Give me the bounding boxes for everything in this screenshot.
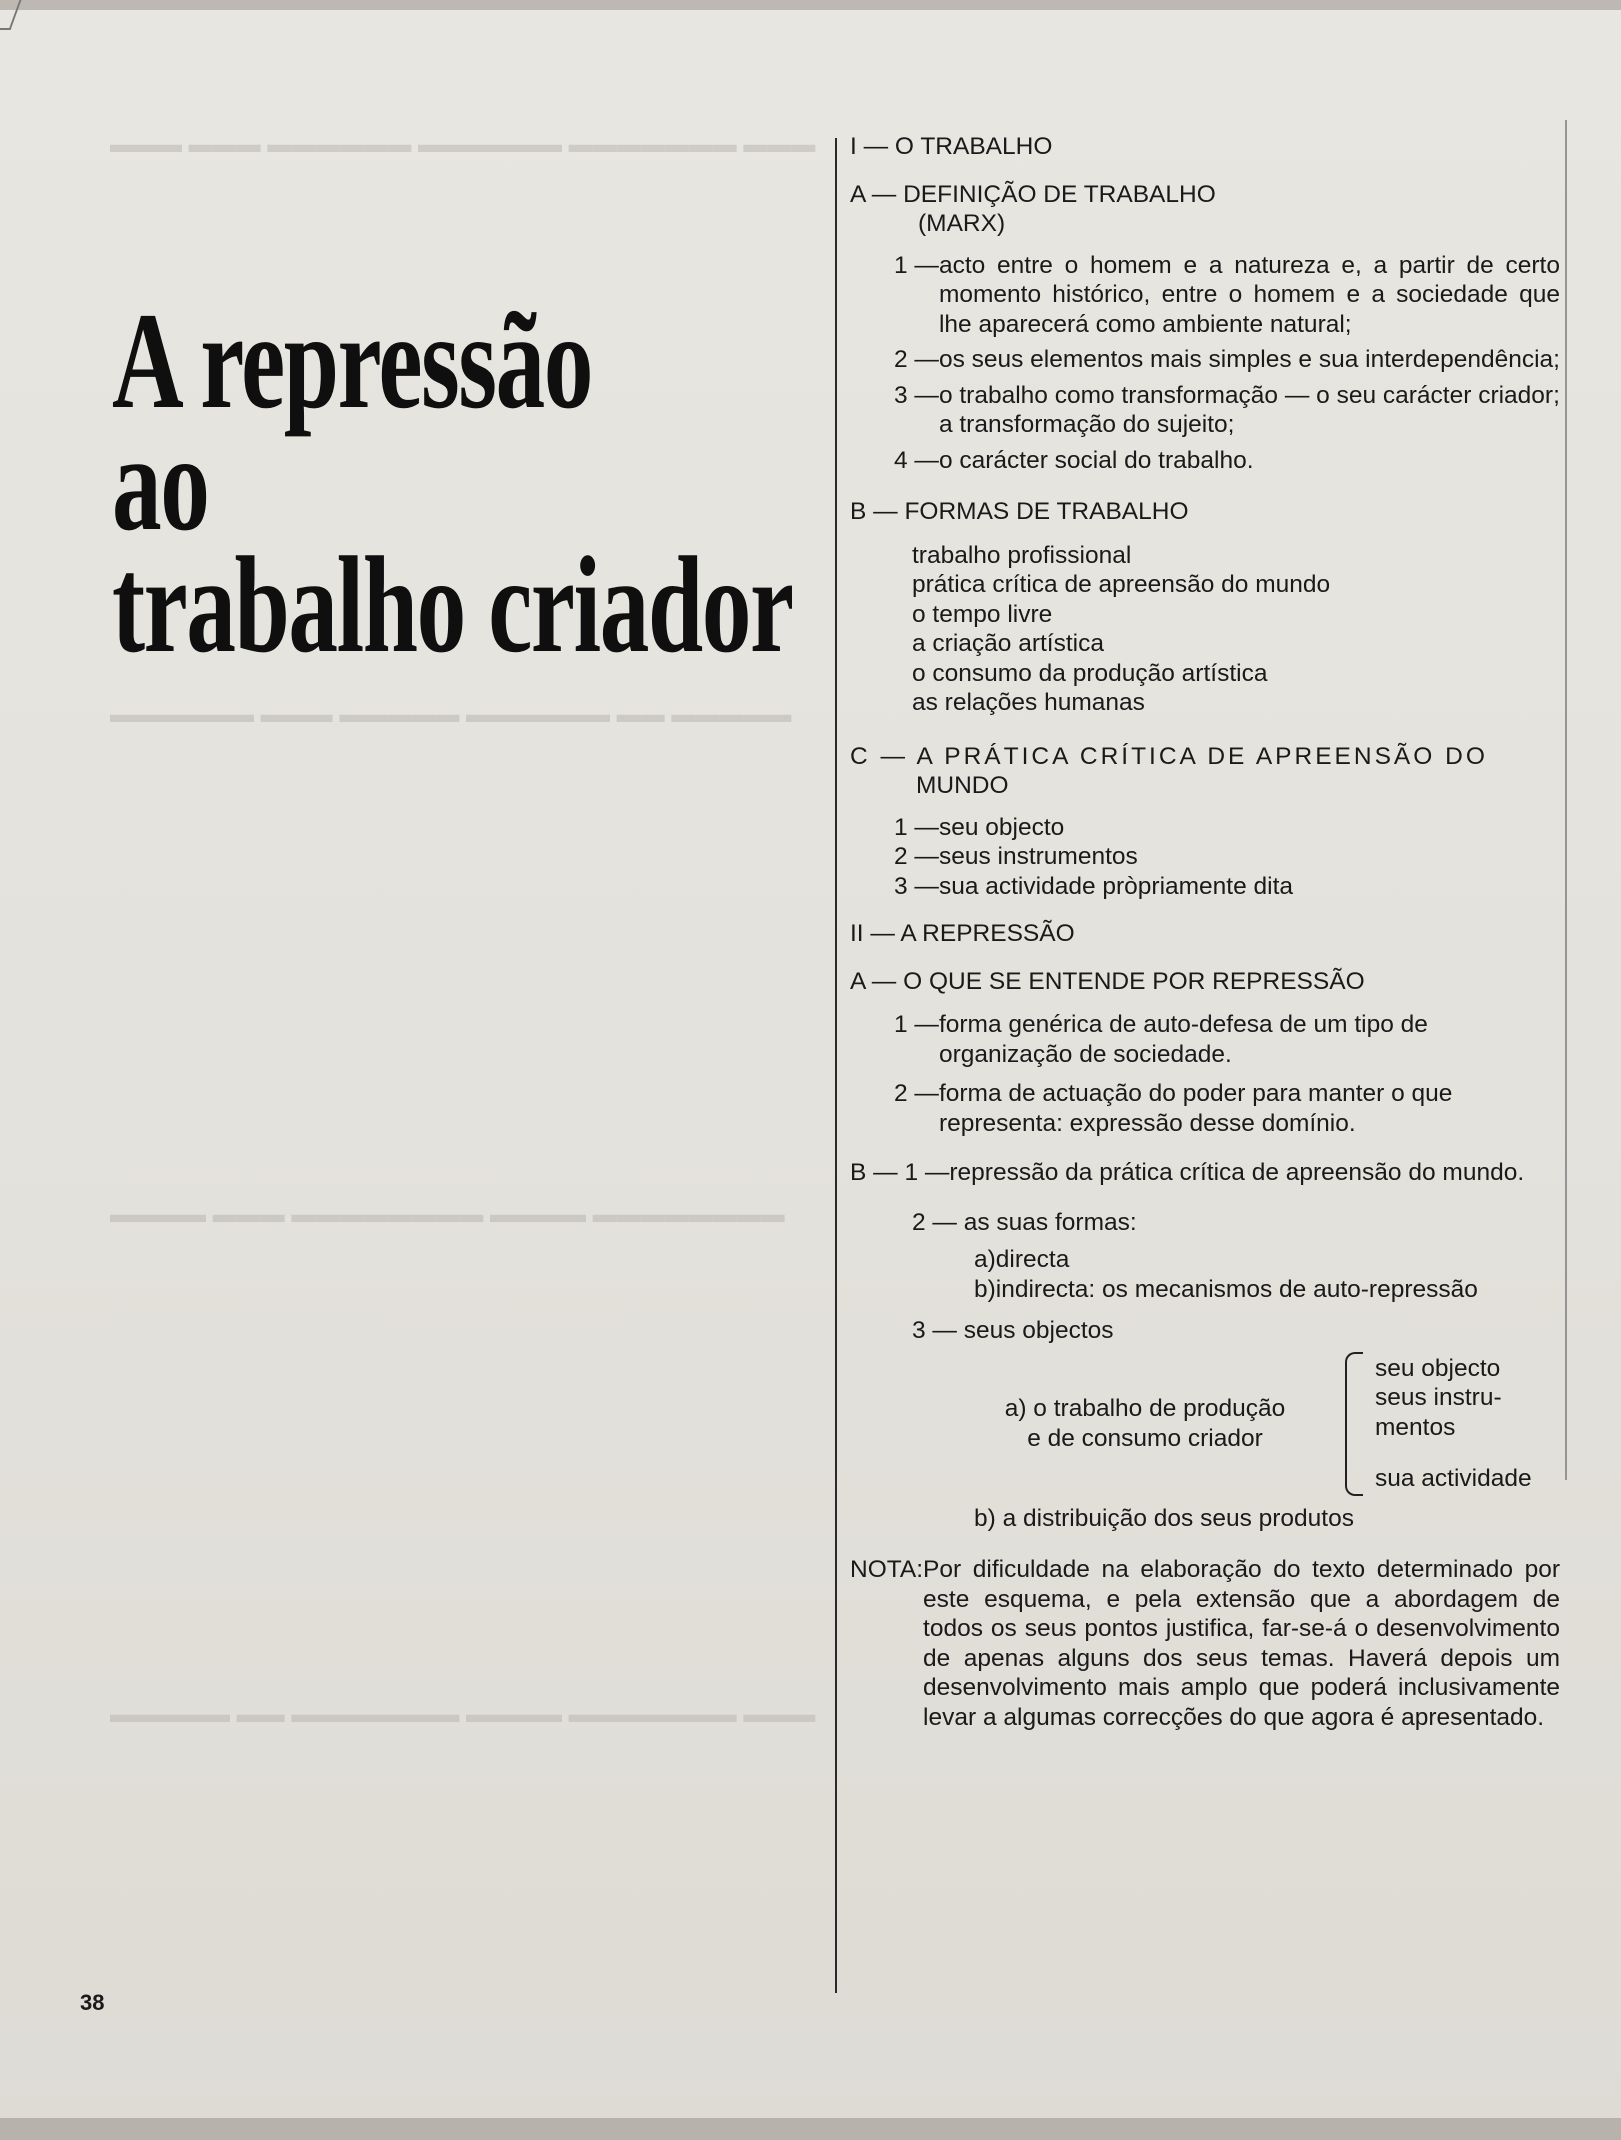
forms-sublist xyxy=(850,1245,1560,1304)
objects-a-line: a) o trabalho de produção xyxy=(1004,1395,1286,1422)
list-item: 2 — as suas formas: xyxy=(912,1208,1137,1236)
forms-list xyxy=(850,541,1560,718)
item-text: o carácter social do trabalho. xyxy=(938,446,1254,474)
section-heading: A — O QUE SE ENTENDE POR REPRESSÃO xyxy=(850,967,1365,995)
sub-item: b) a distribuição dos seus produtos xyxy=(974,1504,1354,1532)
list-item xyxy=(894,872,1560,902)
bracket-item: sua actividade xyxy=(1375,1465,1532,1492)
section-heading: B — FORMAS DE TRABALHO xyxy=(850,498,1189,525)
page-number: 38 xyxy=(80,1990,105,2015)
outline-column xyxy=(850,132,1560,1732)
note-text: Por dificuldade na elaboração do texto determinado por este esquema, e pela extensão que a abordagem de todos os seus pontos justifica, far-se-á o desenvolvimento de apenas alguns dos seus temas. Haverá depois um desenvolvimento mais amplo que poderá inclusivamente levar a algumas correcções do que agora é apresentado. xyxy=(923,1556,1560,1731)
note-label: NOTA: xyxy=(850,1556,924,1583)
column-divider xyxy=(835,138,837,1993)
list-item xyxy=(894,1079,1560,1138)
sub-item-text: directa xyxy=(995,1246,1070,1273)
list-item xyxy=(894,381,1560,440)
section-heading-cont: MUNDO xyxy=(916,772,1009,799)
objects-bracket-block xyxy=(965,1352,1560,1496)
bleed-through-text: ▬▬▬ ▬▬▬▬▬▬▬ ▬▬▬▬▬▬ ▬▬▬▬▬▬ ▬▬▬ ▬▬▬ xyxy=(110,131,816,158)
item-number: B — 1 — xyxy=(850,1159,950,1186)
list-item: trabalho profissional xyxy=(912,541,1132,569)
title-line: A repressão xyxy=(112,284,593,437)
title-line: ao xyxy=(112,406,209,559)
right-margin-rule xyxy=(1565,120,1567,1480)
sub-item-label: a) xyxy=(974,1246,996,1273)
list-item xyxy=(894,1010,1560,1069)
note xyxy=(850,1555,1560,1732)
section-subheading: (MARX) xyxy=(918,210,1006,237)
item-number: 4 — xyxy=(894,446,939,474)
item-text: seu objecto xyxy=(938,813,1065,841)
list-item: as relações humanas xyxy=(912,689,1145,716)
item-number: 1 — xyxy=(894,251,939,279)
list-item xyxy=(894,446,1560,476)
item-number: 1 — xyxy=(894,1011,939,1038)
sub-item xyxy=(974,1275,1560,1305)
sub-item-text: indirecta: os mecanismos de auto-repressão xyxy=(995,1275,1478,1303)
item-number: 1 — xyxy=(894,813,939,841)
item-text: forma de actuação do poder para manter o que representa: expressão desse domínio. xyxy=(938,1080,1453,1137)
list-item xyxy=(850,1158,1560,1188)
item-number: 3 — xyxy=(894,872,939,900)
item-text: o trabalho como transformação — o seu carácter criador; a transformação do sujeito; xyxy=(938,381,1560,438)
bracket-item: seus instru- xyxy=(1375,1384,1502,1411)
article-title xyxy=(112,284,793,681)
item-number: 2 — xyxy=(894,346,939,373)
list-item: prática crítica de apreensão do mundo xyxy=(912,571,1331,598)
page-bottom-edge xyxy=(0,2118,1621,2140)
title-line: trabalho criador xyxy=(112,528,793,681)
item-text: repressão da prática crítica de apreensão do mundo. xyxy=(949,1159,1525,1186)
list-item xyxy=(894,813,1560,843)
item-number: 3 — xyxy=(894,381,939,409)
item-text: os seus elementos mais simples e sua interdependência; xyxy=(938,346,1560,373)
sub-item-label: b) xyxy=(974,1275,996,1303)
bleed-through-text: ▬▬▬ ▬▬▬▬▬▬▬ ▬▬▬▬ ▬▬▬▬▬▬▬ ▬▬ ▬▬▬▬▬ xyxy=(110,1701,816,1728)
definition-list xyxy=(850,251,1560,476)
bracket-item: mentos xyxy=(1375,1413,1456,1441)
item-number: 2 — xyxy=(894,1080,939,1107)
list-item: o tempo livre xyxy=(912,600,1053,628)
practice-list xyxy=(850,813,1560,902)
section-heading: A — DEFINIÇÃO DE TRABALHO xyxy=(850,180,1216,208)
item-text: seus instrumentos xyxy=(938,843,1138,870)
list-item: 3 — seus objectos xyxy=(912,1317,1114,1344)
list-item xyxy=(894,842,1560,872)
brace-shape xyxy=(1345,1352,1363,1496)
list-item xyxy=(894,345,1560,375)
objects-a-line: e de consumo criador xyxy=(1027,1424,1263,1452)
corner-fold-mark xyxy=(0,0,21,30)
item-number: 2 — xyxy=(894,843,939,870)
list-item: o consumo da produção artística xyxy=(912,659,1268,687)
bracket-item: seu objecto xyxy=(1375,1354,1501,1382)
page-top-edge xyxy=(0,0,1621,10)
bracket-items xyxy=(1375,1354,1532,1494)
item-text: sua actividade pròpriamente dita xyxy=(938,872,1294,900)
section-heading: C — A PRÁTICA CRÍTICA DE APREENSÃO DO xyxy=(850,742,1488,770)
repression-list xyxy=(850,1010,1560,1138)
list-item: a criação artística xyxy=(912,630,1104,657)
bleed-through-text: ▬▬▬▬▬▬▬▬ ▬▬▬▬ ▬▬▬▬▬▬▬▬ ▬▬▬ ▬▬▬▬ xyxy=(110,1201,785,1228)
part-heading: II — A REPRESSÃO xyxy=(850,920,1075,947)
list-item xyxy=(894,251,1560,340)
bleed-through-text: ▬▬▬▬▬ ▬▬ ▬▬▬▬▬▬ ▬▬▬▬▬ ▬▬▬ ▬▬▬▬▬▬ xyxy=(110,701,792,728)
item-text: forma genérica de auto-defesa de um tipo de organização de sociedade. xyxy=(938,1011,1428,1068)
objects-a xyxy=(965,1394,1325,1453)
item-text: acto entre o homem e a natureza e, a partir de certo momento histórico, entre o homem e a sociedade que lhe aparecerá como ambiente natural; xyxy=(938,251,1560,338)
part-heading: I — O TRABALHO xyxy=(850,133,1053,160)
sub-item xyxy=(974,1245,1560,1275)
